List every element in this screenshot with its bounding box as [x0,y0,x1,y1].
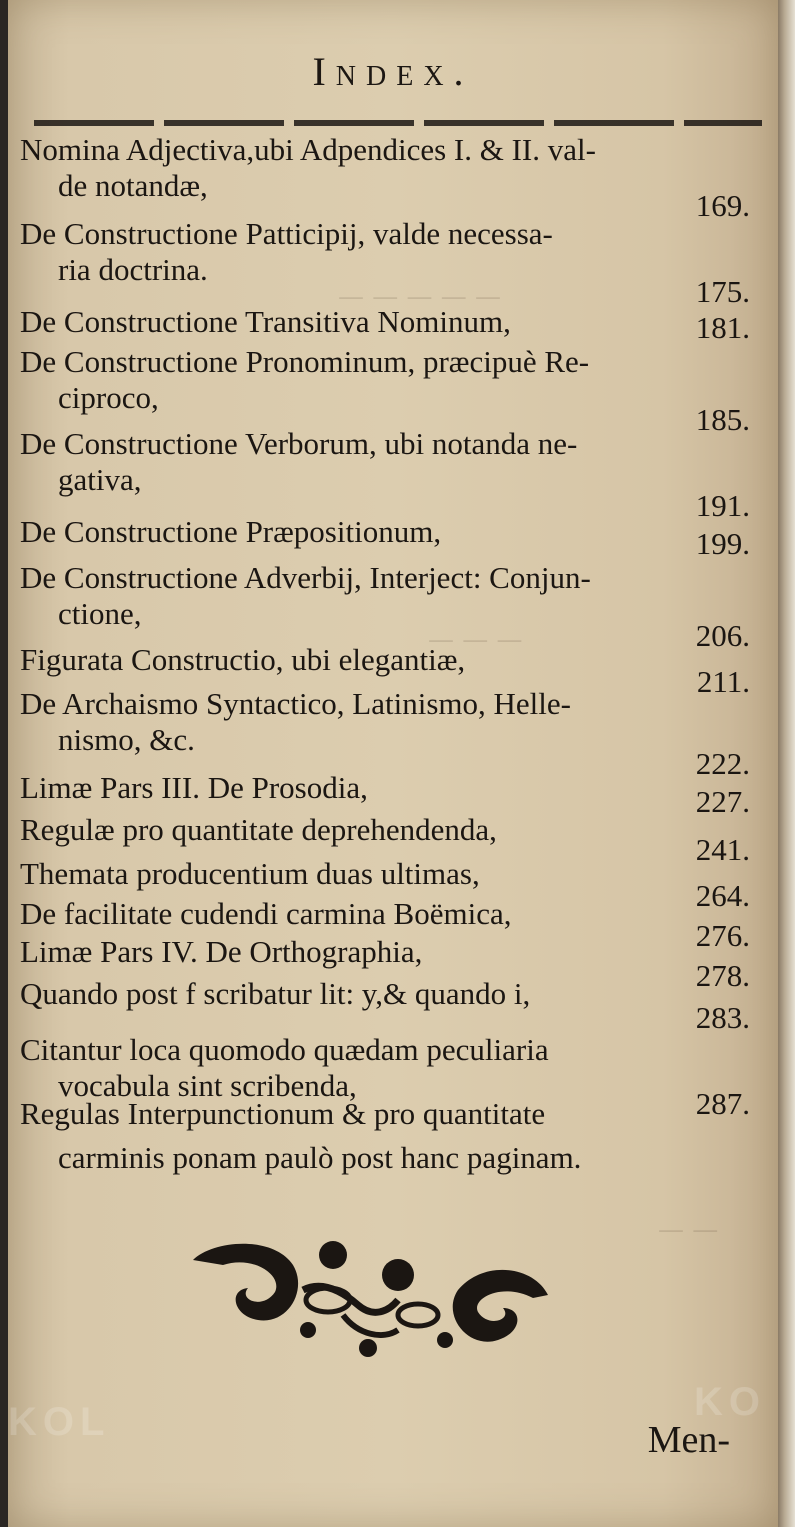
entry-page-number: 185. [695,402,750,437]
entry-title: De Constructione Transitiva Nominum, [20,304,511,339]
show-through-text: — — [658,1215,719,1245]
entry-page-number: 241. [695,832,750,867]
entry-title-continuation: gativa, [58,462,142,497]
entry-title: Quando post f scribatur lit: y,& quando i, [20,976,531,1011]
entry-page-number: 211. [696,664,750,699]
entry-page-number: 206. [695,618,750,653]
entry-title: De facilitate cudendi carmina Boëmica, [20,896,512,931]
entry-page-number: 175. [695,274,750,309]
entry-title-continuation: ciproco, [58,380,159,415]
watermark: KO [694,1380,766,1424]
entry-title: De Constructione Verborum, ubi notanda ne- [20,426,578,461]
entry-title-continuation: de notandæ, [58,168,208,203]
entry-title: Regulas Interpunctionum & pro quantitate [20,1096,546,1131]
entry-title: De Constructione Pronominum, præcipuè Re- [20,344,590,379]
entry-title: Regulæ pro quantitate deprehendenda, [20,812,497,847]
entry-title: Figurata Constructio, ubi elegantiæ, [20,642,466,677]
entry-page-number: 283. [695,1000,750,1035]
entry-title: Nomina Adjectiva,ubi Adpendices I. & II. val- [20,132,596,167]
entry-page-number: 181. [695,310,750,345]
entry-page-number: 222. [695,746,750,781]
entry-page-number: 191. [695,488,750,523]
show-through-text: — — — [428,625,523,655]
entry-title-continuation: ctione, [58,596,142,631]
entry-page-number: 227. [695,784,750,819]
entry-title: Citantur loca quomodo quædam peculiaria [20,1032,549,1067]
entry-title-continuation: nismo, &c. [58,722,195,757]
printers-ornament [183,1220,558,1370]
watermark: KOL [8,1400,111,1444]
entry-title-continuation: vocabula sint scribenda, [58,1068,357,1103]
entry-title-continuation: carminis ponam paulò post hanc paginam. [58,1140,582,1175]
entry-page-number: 169. [695,188,750,223]
entry-page-number: 278. [695,958,750,993]
entry-title: De Constructione Præpositionum, [20,514,442,549]
page-header: Index. [312,49,474,94]
entry-title: Limæ Pars IV. De Orthographia, [20,934,423,969]
entry-title: Themata producentium duas ultimas, [20,856,480,891]
entry-title-continuation: ria doctrina. [58,252,208,287]
page-edge [778,0,795,1527]
entry-title: De Archaismo Syntactico, Latinismo, Helle- [20,686,571,721]
show-through-text: — — — — — [338,282,502,312]
entry-title: De Constructione Adverbij, Interject: Conjun- [20,560,591,595]
header-rule [34,120,762,126]
book-page [8,0,778,1527]
entry-page-number: 264. [695,878,750,913]
entry-title: Limæ Pars III. De Prosodia, [20,770,368,805]
entry-page-number: 276. [695,918,750,953]
entry-page-number: 287. [695,1086,750,1121]
entry-title: De Constructione Patticipij, valde necessa- [20,216,553,251]
entry-page-number: 199. [695,526,750,561]
catchword: Men- [647,1419,730,1461]
